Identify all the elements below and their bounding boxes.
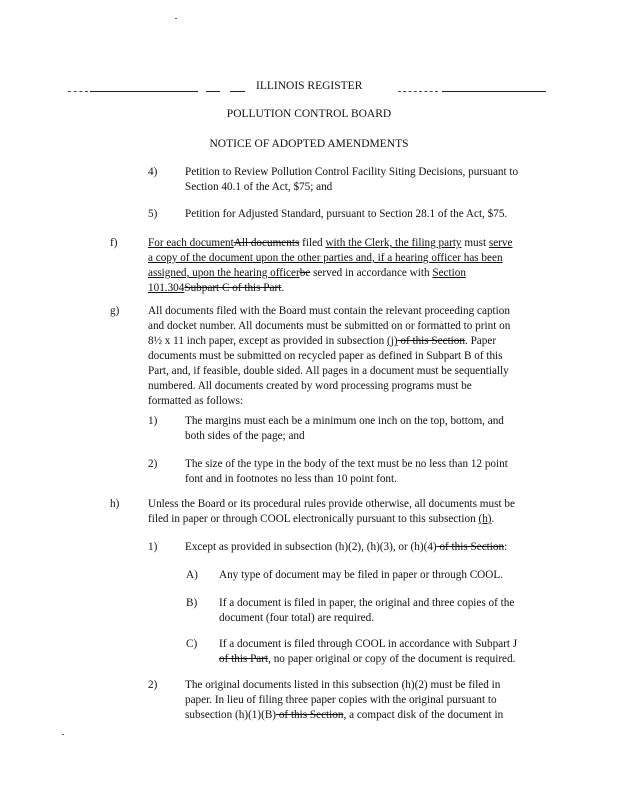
header-rule-left bbox=[90, 91, 198, 92]
line: and docket number. All documents must be submitted on or formatted to print on bbox=[148, 320, 511, 332]
line: document (four total) are required. bbox=[219, 612, 375, 624]
item-h1c-marker: C) bbox=[186, 638, 198, 650]
deleted-text: Subpart C of this Part bbox=[184, 282, 282, 294]
line: paper. In lieu of filing three paper copies with the original pursuant to bbox=[185, 694, 497, 706]
text: , a compact disk of the document in bbox=[343, 709, 504, 721]
text: . bbox=[281, 282, 285, 294]
item-g1-marker: 1) bbox=[148, 415, 158, 427]
header-rule-right bbox=[442, 91, 546, 92]
item-5-marker: 5) bbox=[148, 208, 158, 220]
item-g-text bbox=[148, 304, 548, 409]
scan-speck bbox=[175, 18, 177, 19]
line: If a document is filed through COOL in accordance with Subpart J bbox=[219, 638, 518, 650]
item-h2-text bbox=[185, 678, 545, 723]
item-f-text bbox=[148, 236, 548, 296]
header-rule-left-short bbox=[206, 91, 220, 92]
deleted-text: be bbox=[299, 267, 311, 279]
line: Petition to Review Pollution Control Facility Siting Decisions, pursuant to bbox=[185, 166, 519, 178]
line: Any type of document may be filed in paper or through COOL. bbox=[219, 569, 503, 581]
item-h2-marker: 2) bbox=[148, 679, 158, 691]
line bbox=[219, 652, 549, 667]
inserted-text: Section bbox=[432, 267, 466, 279]
deleted-text: of this Section bbox=[436, 541, 505, 553]
header-rule-right-dash bbox=[398, 91, 438, 92]
text: filed in paper or through COOL electronically pursuant to this subsection bbox=[148, 513, 479, 525]
text: subsection (h)(1)(B) bbox=[185, 709, 277, 721]
inserted-text: a copy of the document upon the other parties and, if a hearing officer has been bbox=[148, 252, 503, 264]
text: . bbox=[491, 513, 495, 525]
deleted-text: of this Part bbox=[219, 653, 269, 665]
line bbox=[148, 251, 548, 266]
line bbox=[148, 236, 548, 251]
text: served in accordance with bbox=[310, 267, 433, 279]
line bbox=[148, 281, 548, 296]
item-h1a-text bbox=[219, 568, 549, 583]
item-g2-marker: 2) bbox=[148, 458, 158, 470]
item-g-marker: g) bbox=[110, 305, 120, 317]
line: The size of the type in the body of the text must be no less than 12 point bbox=[185, 458, 508, 470]
deleted-text: of this Section bbox=[397, 335, 465, 347]
inserted-text: serve bbox=[488, 237, 513, 249]
item-g2-text bbox=[185, 457, 545, 487]
line: numbered. All documents created by word processing programs must be bbox=[148, 380, 472, 392]
line bbox=[148, 334, 548, 349]
item-h1a-marker: A) bbox=[186, 569, 198, 581]
text: . Paper bbox=[464, 335, 497, 347]
text: Except as provided in subsection (h)(2), (h)(3), or (h)(4) bbox=[185, 541, 437, 553]
text: , no paper original or copy of the document is required. bbox=[268, 653, 516, 665]
line bbox=[148, 512, 548, 527]
item-h1c-text bbox=[219, 637, 549, 667]
line: Section 40.1 of the Act, $75; and bbox=[185, 181, 333, 193]
item-h1b-text bbox=[219, 596, 549, 626]
line: Unless the Board or its procedural rules provide otherwise, all documents must be bbox=[148, 498, 515, 510]
line: All documents filed with the Board must contain the relevant proceeding caption bbox=[148, 305, 510, 317]
register-title: ILLINOIS REGISTER bbox=[256, 80, 363, 92]
deleted-text: of this Section bbox=[276, 709, 344, 721]
item-h1-marker: 1) bbox=[148, 541, 158, 553]
line: font and in footnotes no less than 10 point font. bbox=[185, 473, 397, 485]
text: filed bbox=[299, 237, 326, 249]
line: formatted as follows: bbox=[148, 395, 244, 407]
item-g1-text bbox=[185, 414, 545, 444]
item-f-marker: f) bbox=[110, 237, 118, 249]
item-h1-text bbox=[185, 540, 545, 555]
line: The original documents listed in this subsection (h)(2) must be filed in bbox=[185, 679, 501, 691]
item-4-text bbox=[185, 165, 545, 195]
line bbox=[148, 266, 548, 281]
item-h-text bbox=[148, 497, 548, 527]
item-h1b-marker: B) bbox=[186, 597, 198, 609]
line: Part, and, if feasible, double sided. All pages in a document must be sequentially bbox=[148, 365, 509, 377]
inserted-text: (j) bbox=[386, 335, 398, 347]
text: must bbox=[461, 237, 489, 249]
inserted-text: with the Clerk, the filing party bbox=[325, 237, 462, 249]
agency-title: POLLUTION CONTROL BOARD bbox=[226, 108, 392, 120]
line: The margins must each be a minimum one inch on the top, bottom, and bbox=[185, 415, 504, 427]
notice-title: NOTICE OF ADOPTED AMENDMENTS bbox=[209, 138, 409, 150]
line: documents must be submitted on recycled paper as defined in Subpart B of this bbox=[148, 350, 503, 362]
inserted-text: 101.304 bbox=[148, 282, 185, 294]
text: : bbox=[504, 541, 508, 553]
item-5-text bbox=[185, 207, 545, 222]
line: both sides of the page; and bbox=[185, 430, 305, 442]
inserted-text: For each document bbox=[148, 237, 234, 249]
line: Petition for Adjusted Standard, pursuant to Section 28.1 of the Act, $75. bbox=[185, 208, 508, 220]
header-rule-left-dash bbox=[68, 91, 88, 92]
deleted-text: All documents bbox=[233, 237, 300, 249]
header-rule-left-short2 bbox=[230, 91, 245, 92]
inserted-text: assigned, upon the hearing officer bbox=[148, 267, 300, 279]
line bbox=[185, 540, 545, 555]
text: 8½ x 11 inch paper, except as provided in subsection bbox=[148, 335, 387, 347]
item-4-marker: 4) bbox=[148, 166, 158, 178]
line: If a document is filed in paper, the original and three copies of the bbox=[219, 597, 515, 609]
line bbox=[185, 708, 545, 723]
inserted-text: (h) bbox=[478, 513, 492, 525]
item-h-marker: h) bbox=[110, 498, 120, 510]
scan-speck bbox=[62, 734, 64, 735]
